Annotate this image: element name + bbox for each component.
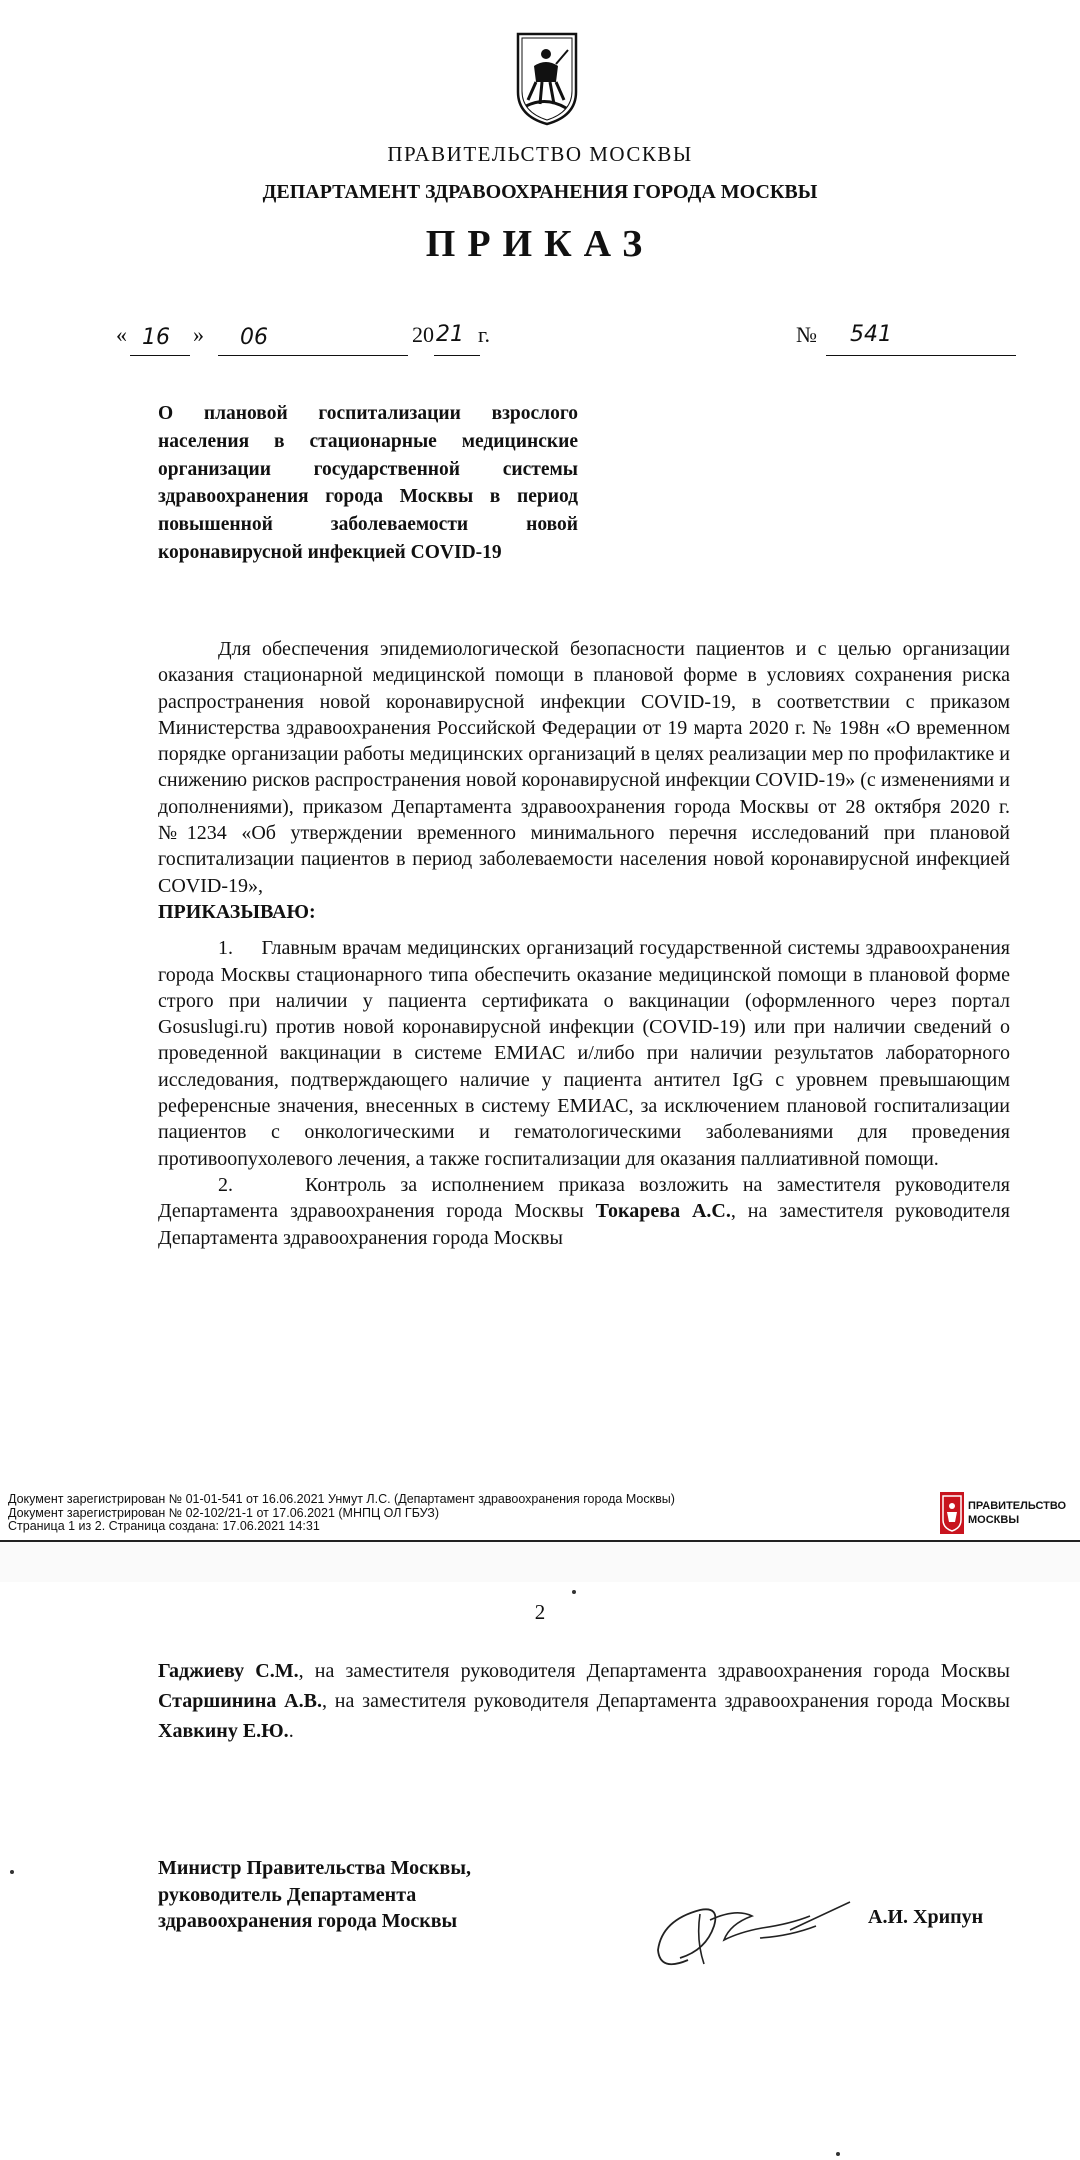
- order-subject: О плановой госпитализации взрослого населения в стационарные медицинские организации государственной системы здравоохранения города Москвы в период повышенной заболеваемости новой коронавирусной инфекцией COVID-19: [158, 403, 578, 563]
- logo-text: ПРАВИТЕЛЬСТВО МОСКВЫ: [968, 1500, 1067, 1526]
- date-year-prefix: 20: [412, 322, 434, 347]
- order-word: ПРИКАЗЫВАЮ:: [158, 900, 316, 923]
- department-title: ДЕПАРТАМЕНТ ЗДРАВООХРАНЕНИЯ ГОРОДА МОСКВЫ: [262, 181, 818, 203]
- order-body: [158, 636, 1010, 1251]
- date-month: 06: [240, 325, 268, 350]
- page2-body: Гаджиеву С.М., на заместителя руководителя Департамента здравоохранения города Москвы Старшинина А.В., на заместителя руководителя Департамента здравоохранения города Москвы Хавкину Е.Ю..: [158, 1660, 1010, 1742]
- document-type: ПРИКАЗ: [425, 223, 655, 265]
- government-title: ПРАВИТЕЛЬСТВО МОСКВЫ: [387, 142, 693, 166]
- date-day: 16: [142, 325, 170, 350]
- order-number-label: №: [796, 322, 817, 347]
- date-field: «: [116, 322, 127, 347]
- scan-dot: [572, 1590, 576, 1594]
- item-1: 1. Главным врачам медицинских организаций государственной системы здравоохранения города Москвы стационарного типа обеспечить оказание медицинской помощи в плановой форме строго при наличии у пациента сертификата о вакцинации (оформленного через портал Gosuslugi.ru) против новой коронавирусной инфекции (COVID-19) или при наличии сведений о проведенной вакцинации в системе ЕМИАС и/либо при наличии результатов лабораторного исследования, подтверждающего наличие у пациента антител IgG с уровнем превышающим референсные значения, внесенных в систему ЕМИАС, за исключением плановой госпитализации пациентов с онкологическими и гематологическими заболеваниями для проведения противоопухолевого лечения, а также госпитализации для оказания паллиативной помощи.: [158, 937, 1010, 1170]
- signer-name: А.И. Хрипун: [868, 1906, 984, 1928]
- signatory-title: Министр Правительства Москвы, руководитель Департамента здравоохранения города Москвы: [158, 1857, 471, 1932]
- date-close-quote: »: [193, 322, 204, 347]
- date-year-unit: г.: [478, 322, 491, 347]
- moscow-coat-of-arms-icon: [512, 30, 582, 128]
- scan-dot: [10, 1870, 14, 1874]
- item-2: 2. Контроль за исполнением приказа возложить на заместителя руководителя Департамента здравоохранения города Москвы Токарева А.С., на заместителя руководителя Департамента здравоохранения города Москвы: [158, 1173, 1010, 1249]
- date-year-suffix: 21: [436, 322, 464, 347]
- page-gap: [0, 1542, 1080, 1582]
- handwritten-signature: [640, 1880, 870, 1980]
- registration-text: Документ зарегистрирован № 01-01-541 от 16.06.2021 Унмут Л.С. (Департамент здравоохранения города Москвы) Документ зарегистрирован № 02-102/21-1 от 17.06.2021 (МНПЦ ОЛ ГБУЗ) Страница 1 из 2. Страница создана: 17.06.2021 14:31: [8, 1492, 675, 1533]
- page-number: 2: [534, 1600, 546, 1624]
- moscow-government-logo-icon: [940, 1492, 964, 1534]
- preamble: Для обеспечения эпидемиологической безопасности пациентов и с целью организации оказания стационарной медицинской помощи в плановой форме в условиях сохранения риска распространения новой коронавирусной инфекции COVID-19, в соответствии с приказом Министерства здравоохранения Российской Федерации от 19 марта 2020 г. № 198н «О временном порядке организации работы медицинских организаций в целях реализации мер по профилактике и снижению рисков распространения новой коронавирусной инфекции COVID-19» (с изменениями и дополнениями), приказом Департамента здравоохранения города Москвы от 28 октября 2020 г. №1234 «Об утверждении временного минимального перечня исследований при плановой госпитализации пациентов в период заболеваемости населения новой коронавирусной инфекцией COVID-19»,: [158, 638, 1010, 897]
- scan-dot: [836, 2152, 840, 2156]
- order-number: 541: [850, 322, 892, 347]
